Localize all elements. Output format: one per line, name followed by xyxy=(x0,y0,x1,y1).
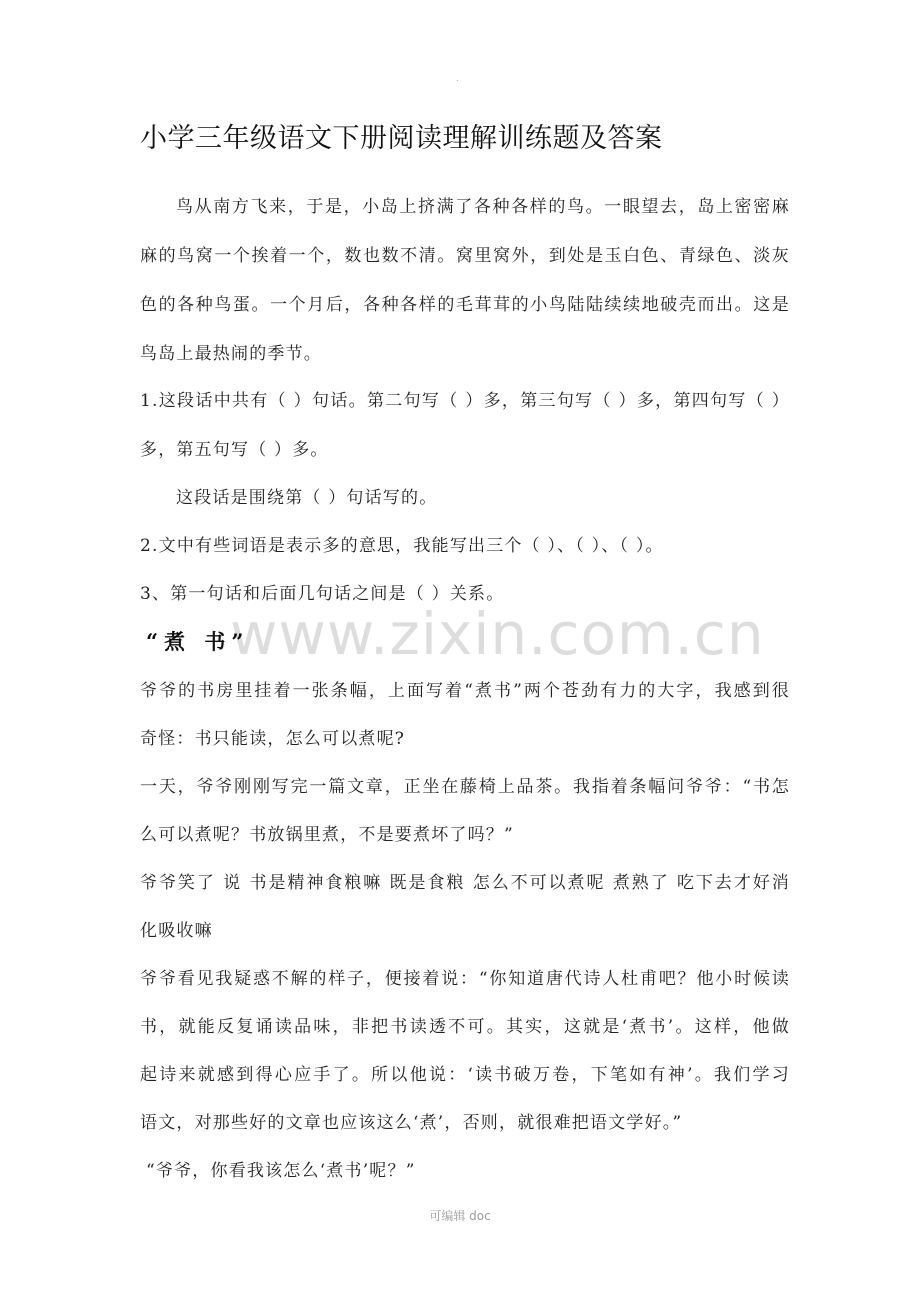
story-line: 化吸收嘛 xyxy=(140,921,213,941)
passage-line: 鸟从南方飞来，于是，小岛上挤满了各种各样的鸟。一眼望去，岛上密密麻 xyxy=(176,197,790,217)
page-footer: 可编辑 doc xyxy=(429,1209,491,1223)
story-line: 起诗来就感到得心应手了。所以他说：‘读书破万卷，下笔如有神’。我们学习 xyxy=(140,1065,790,1085)
story-line: 一天，爷爷刚刚写完一篇文章，正坐在藤椅上品茶。我指着条幅问爷爷：“书怎 xyxy=(140,777,790,797)
question-1-line: 多，第五句写（ ）多。 xyxy=(140,440,329,460)
story-line: “爷爷，你看我该怎么‘煮书’呢？” xyxy=(146,1161,416,1181)
question-2: 2.文中有些词语是表示多的意思，我能写出三个（ ）、（ ）、（ ）。 xyxy=(140,536,664,556)
document-title: 小学三年级语文下册阅读理解训练题及答案 xyxy=(140,123,663,154)
story-line: 么可以煮呢？书放锅里煮，不是要煮坏了吗？” xyxy=(140,825,514,845)
question-1-line: 1.这段话中共有（ ）句话。第二句写（ ）多，第三句写（ ）多，第四句写（ ） xyxy=(140,391,790,411)
story-line: 爷爷看见我疑惑不解的样子，便接着说：“你知道唐代诗人杜甫吧？他小时候读 xyxy=(140,969,790,989)
passage-line: 色的各种鸟蛋。一个月后，各种各样的毛茸茸的小鸟陆陆续续地破壳而出。这是 xyxy=(140,295,790,315)
question-3: 3、第一句话和后面几句话之间是（ ）关系。 xyxy=(140,584,505,604)
header-dot: . xyxy=(456,74,459,83)
story-heading: “煮 书” xyxy=(146,629,250,654)
story-line: 爷爷的书房里挂着一张条幅，上面写着“煮书”两个苍劲有力的大字，我感到很 xyxy=(140,681,790,701)
watermark: www.zixin.com.cn xyxy=(230,600,765,668)
story-line: 奇怪：书只能读，怎么可以煮呢? xyxy=(140,729,406,749)
passage-line: 麻的鸟窝一个挨着一个，数也数不清。窝里窝外，到处是玉白色、青绿色、淡灰 xyxy=(140,246,790,266)
passage-line: 鸟岛上最热闹的季节。 xyxy=(140,344,322,364)
story-line: 书，就能反复诵读品味，非把书读透不可。其实，这就是‘煮书’。这样，他做 xyxy=(140,1017,790,1037)
question-1-sub: 这段话是围绕第（ ）句话写的。 xyxy=(176,488,438,508)
story-line: 语文，对那些好的文章也应该这么‘煮’，否则，就很难把语文学好。” xyxy=(140,1113,683,1133)
story-line: 爷爷笑了 说 书是精神食粮嘛 既是食粮 怎么不可以煮呢 煮熟了 吃下去才好消 xyxy=(140,873,790,893)
